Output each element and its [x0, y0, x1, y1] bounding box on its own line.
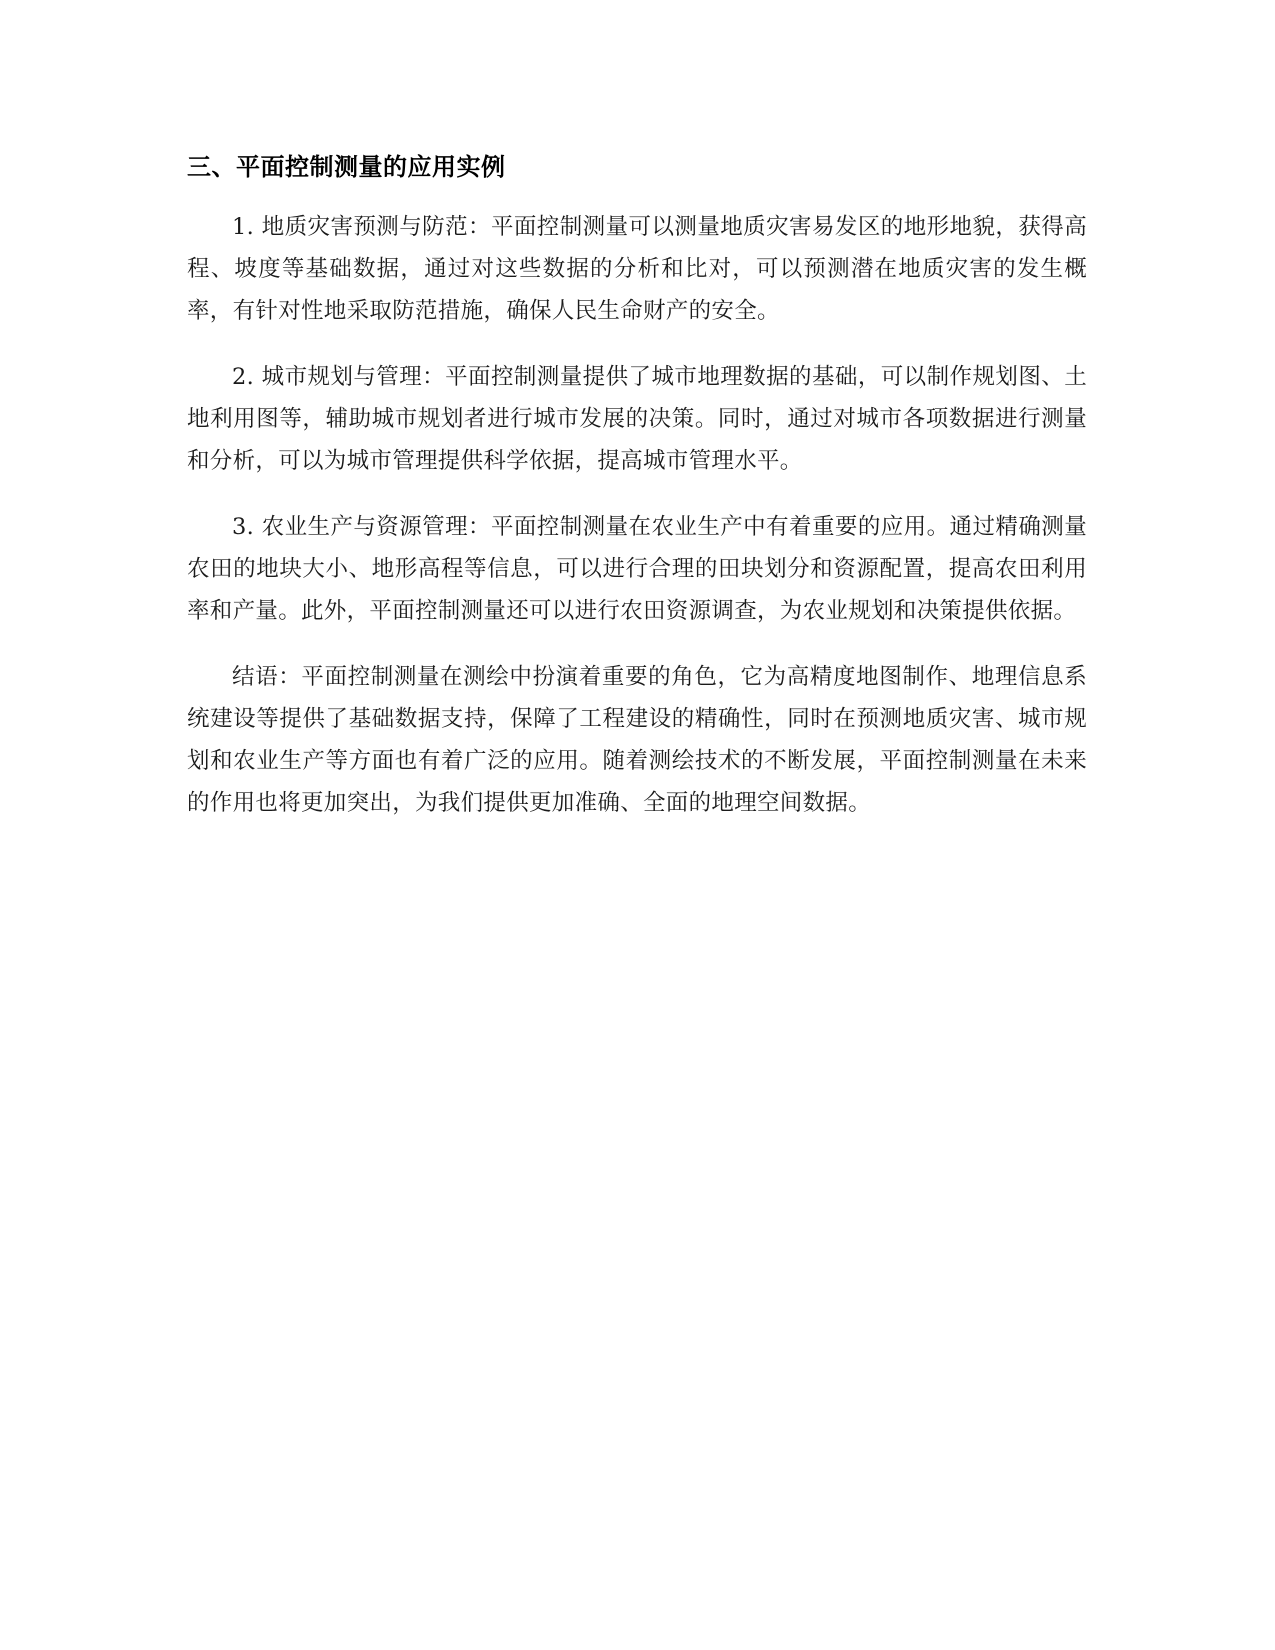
- paragraph-geologic-hazard: 1. 地质灾害预测与防范：平面控制测量可以测量地质灾害易发区的地形地貌，获得高程、坡度等基础数据，通过对这些数据的分析和比对，可以预测潜在地质灾害的发生概率，有针对性地采取防范措施，确保人民生命财产的安全。: [187, 214, 1087, 324]
- section-heading: 三、平面控制测量的应用实例: [187, 153, 506, 181]
- paragraph-urban-planning: 2. 城市规划与管理：平面控制测量提供了城市地理数据的基础，可以制作规划图、土地利用图等，辅助城市规划者进行城市发展的决策。同时，通过对城市各项数据进行测量和分析，可以为城市管理提供科学依据，提高城市管理水平。: [187, 364, 1087, 474]
- paragraph-conclusion: 结语：平面控制测量在测绘中扮演着重要的角色，它为高精度地图制作、地理信息系统建设等提供了基础数据支持，保障了工程建设的精确性，同时在预测地质灾害、城市规划和农业生产等方面也有着广泛的应用。随着测绘技术的不断发展，平面控制测量在未来的作用也将更加突出，为我们提供更加准确、全面的地理空间数据。: [187, 664, 1087, 816]
- paragraph-agriculture: 3. 农业生产与资源管理：平面控制测量在农业生产中有着重要的应用。通过精确测量农田的地块大小、地形高程等信息，可以进行合理的田块划分和资源配置，提高农田利用率和产量。此外，平面控制测量还可以进行农田资源调查，为农业规划和决策提供依据。: [187, 514, 1087, 624]
- document-body: [187, 150, 1087, 848]
